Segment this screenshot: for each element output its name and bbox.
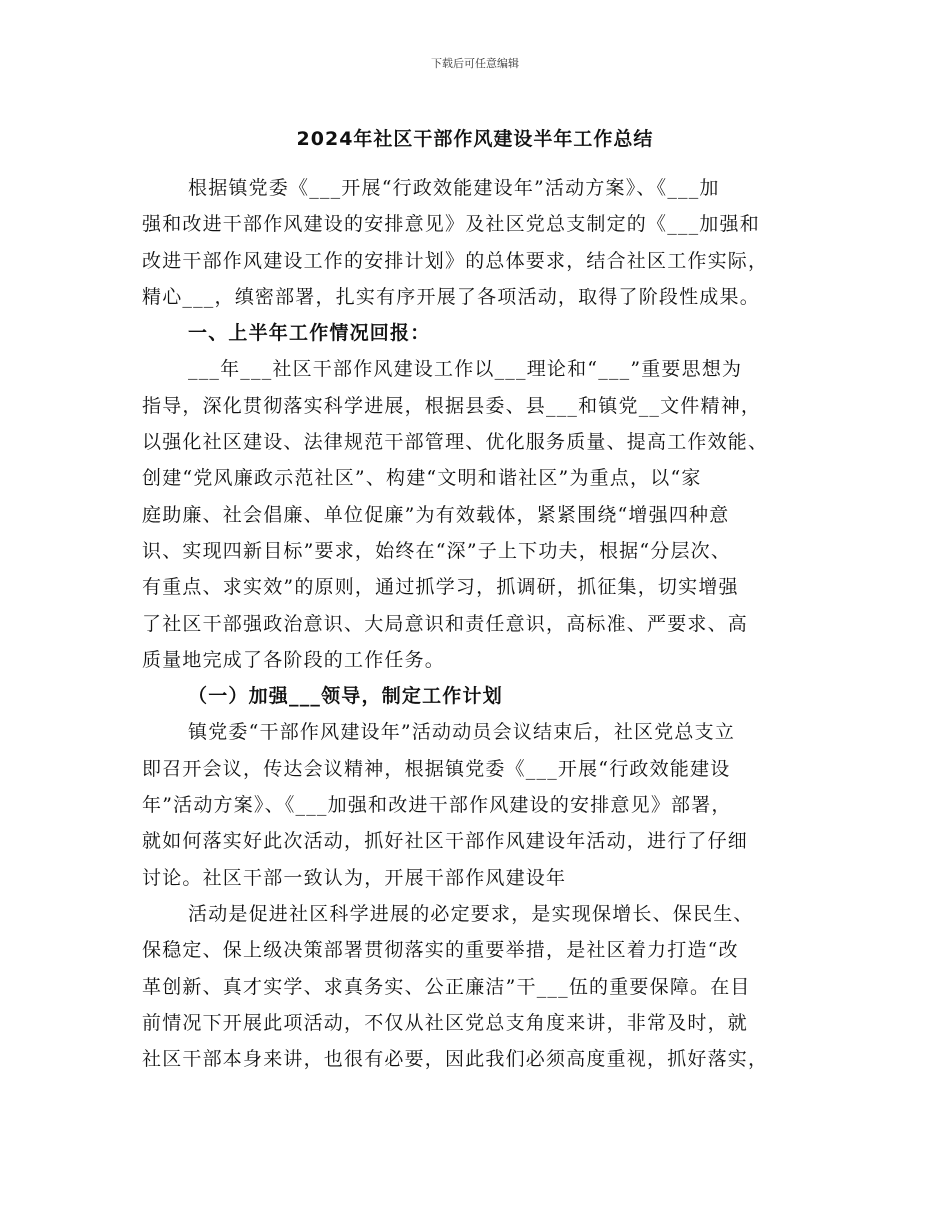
text-line: 有重点、求实效”的原则，通过抓学习，抓调研，抓征集，切实增强	[142, 576, 739, 599]
text-line: 根据镇党委《___开展“行政效能建设年”活动方案》、《___加	[188, 177, 720, 199]
text-line: 指导，深化贯彻落实科学进展，根据县委、县___和镇党__文件精神，	[142, 394, 762, 417]
text-line: 改进干部作风建设工作的安排计划》的总体要求，结合社区工作实际，	[142, 249, 769, 272]
text-line: 前情况下开展此项活动，不仅从社区党总支角度来讲，非常及时，就	[142, 1011, 749, 1034]
section-heading: 一、上半年工作情况回报：	[188, 322, 431, 345]
text-line: 精心___，缜密部署，扎实有序开展了各项活动，取得了阶段性成果。	[142, 285, 760, 308]
text-line: 活动是促进社区科学进展的必定要求，是实现保增长、保民生、	[188, 902, 754, 925]
text-line: 质量地完成了各阶段的工作任务。	[142, 648, 446, 671]
section-heading: （一）加强___领导，制定工作计划	[188, 685, 503, 708]
text-line: 了社区干部强政治意识、大局意识和责任意识，高标准、严要求、高	[142, 612, 749, 635]
document-body	[142, 170, 826, 1077]
text-line: 创建“党风廉政示范社区”、构建“文明和谐社区”为重点，以“家	[142, 467, 702, 490]
text-line: 强和改进干部作风建设的安排意见》及社区党总支制定的《___加强和	[142, 213, 760, 236]
text-line: 识、实现四新目标”要求，始终在“深”子上下功夫，根据“分层次、	[142, 539, 732, 562]
text-line: 革创新、真才实学、求真务实、公正廉洁”干___伍的重要保障。在目	[142, 975, 751, 998]
header-note: 下载后可任意编辑	[431, 57, 519, 70]
text-line: 庭助廉、社会倡廉、单位促廉”为有效载体，紧紧围绕“增强四种意	[142, 503, 730, 526]
text-line: 即召开会议，传达会议精神，根据镇党委《___开展“行政效能建设	[142, 757, 731, 780]
text-line: 社区干部本身来讲，也很有必要，因此我们必须高度重视，抓好落实，	[142, 1048, 769, 1071]
page-title: 2024年社区干部作风建设半年工作总结	[296, 128, 654, 150]
text-line: ___年___社区干部作风建设工作以___理论和“___”重要思想为	[188, 358, 743, 381]
text-line: 保稳定、保上级决策部署贯彻落实的重要举措，是社区着力打造“改	[142, 939, 739, 962]
text-line: 讨论。社区干部一致认为，开展干部作风建设年	[142, 866, 567, 889]
text-line: 镇党委“干部作风建设年”活动动员会议结束后，社区党总支立	[188, 721, 736, 744]
text-line: 就如何落实好此次活动，抓好社区干部作风建设年活动，进行了仔细	[142, 830, 749, 853]
text-line: 以强化社区建设、法律规范干部管理、优化服务质量、提高工作效能、	[142, 431, 769, 454]
text-line: 年”活动方案》、《___加强和改进干部作风建设的安排意见》部署，	[142, 794, 732, 817]
